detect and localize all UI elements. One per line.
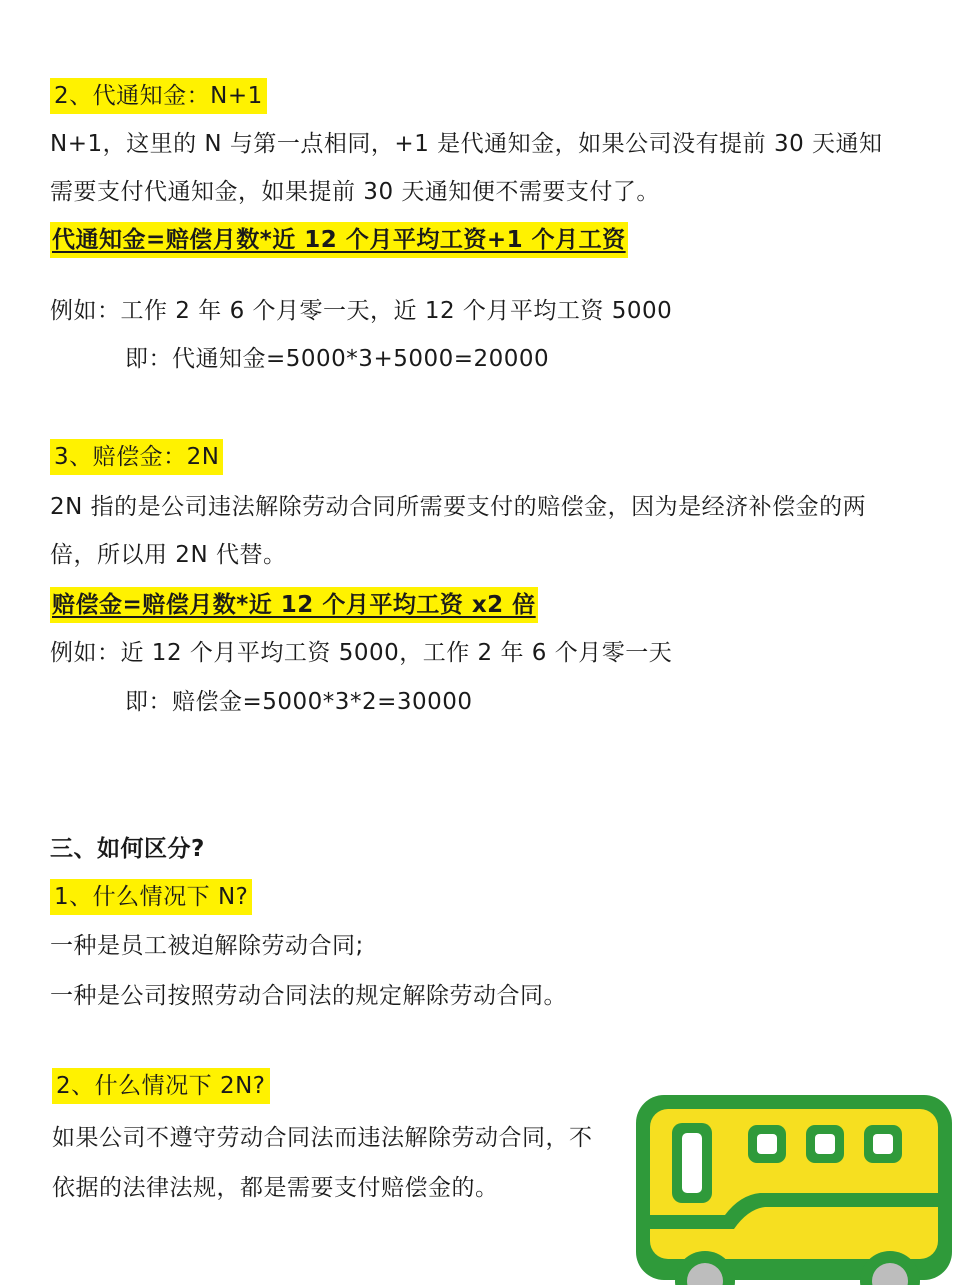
section3-example: 例如：近 12 个月平均工资 5000，工作 2 年 6 个月零一天 — [50, 640, 673, 666]
q2-line1: 如果公司不遵守劳动合同法而违法解除劳动合同，不 — [52, 1125, 593, 1151]
section3-paragraph-line1: 2N 指的是公司违法解除劳动合同所需要支付的赔偿金，因为是经济补偿金的两 — [50, 494, 867, 520]
bus-window-2-glass — [815, 1134, 835, 1154]
q2-heading-text: 2、什么情况下 2N? — [52, 1068, 270, 1104]
section3-heading — [50, 439, 223, 475]
q1-line2: 一种是公司按照劳动合同法的规定解除劳动合同。 — [50, 983, 567, 1009]
q2-line2: 依据的法律法规，都是需要支付赔偿金的。 — [52, 1175, 499, 1201]
section3-formula-text: 赔偿金=赔偿月数*近 12 个月平均工资 x2 倍 — [50, 587, 538, 623]
part3-title: 三、如何区分? — [50, 836, 205, 862]
section2-formula — [50, 222, 628, 258]
q2-heading — [52, 1068, 270, 1104]
section3-formula — [50, 587, 538, 623]
bus-icon — [630, 1085, 958, 1285]
section2-paragraph-line2: 需要支付代通知金，如果提前 30 天通知便不需要支付了。 — [50, 179, 660, 205]
section2-example-result: 即：代通知金=5000*3+5000=20000 — [125, 346, 550, 372]
bus-window-3-glass — [873, 1134, 893, 1154]
section2-formula-text: 代通知金=赔偿月数*近 12 个月平均工资+1 个月工资 — [50, 222, 628, 258]
bus-window-1-glass — [757, 1134, 777, 1154]
section3-paragraph-line2: 倍，所以用 2N 代替。 — [50, 542, 287, 568]
section2-heading — [50, 78, 267, 114]
section2-example: 例如：工作 2 年 6 个月零一天，近 12 个月平均工资 5000 — [50, 298, 673, 324]
q1-heading-text: 1、什么情况下 N? — [50, 879, 252, 915]
bus-door-glass — [682, 1133, 702, 1193]
section3-example-result: 即：赔偿金=5000*3*2=30000 — [125, 689, 473, 715]
section2-heading-text: 2、代通知金：N+1 — [50, 78, 267, 114]
section2-paragraph-line1: N+1，这里的 N 与第一点相同，+1 是代通知金，如果公司没有提前 30 天通知 — [50, 131, 883, 157]
q1-heading — [50, 879, 252, 915]
section3-heading-text: 3、赔偿金：2N — [50, 439, 223, 475]
q1-line1: 一种是员工被迫解除劳动合同; — [50, 933, 364, 959]
bus-sticker — [630, 1085, 958, 1285]
